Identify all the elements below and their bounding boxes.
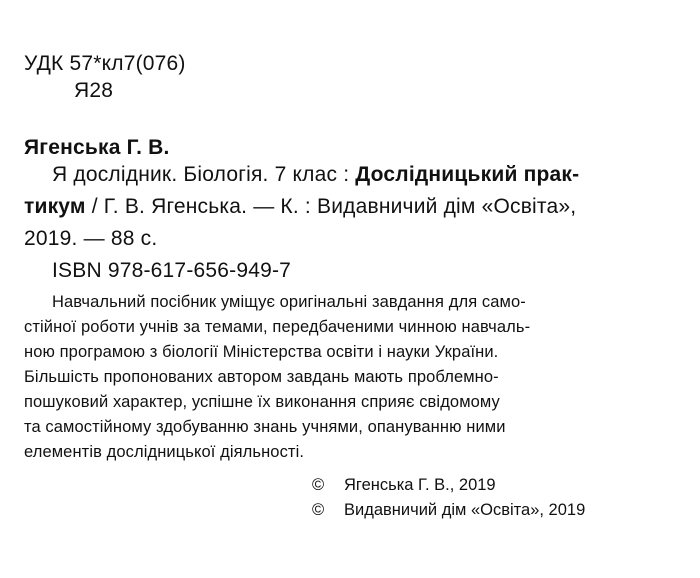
copyright-holder: Видавничий дім «Освіта», 2019: [344, 501, 586, 519]
copyright-holder: Ягенська Г. В., 2019: [344, 476, 496, 494]
abstract-line: та самостійному здобуванню знань учнями, опануванню ними: [24, 418, 506, 436]
abstract-line: стійної роботи учнів за темами, передбаченими чинною навчаль-: [24, 318, 531, 336]
copyright-publisher: [312, 501, 585, 520]
abstract-line: пошуковий характер, успішне їх виконання сприяє свідомому: [24, 393, 500, 411]
book-title-text: Я дослідник. Біологія. 7 клас :: [52, 163, 356, 186]
publication-details: / Г. В. Ягенська. — К. : Видавничий дім «Освіта»,: [85, 195, 577, 218]
book-subtitle-end: тикум: [24, 195, 86, 218]
udk-code: УДК 57*кл7(076): [24, 52, 186, 75]
isbn-number: ISBN 978-617-656-949-7: [52, 259, 292, 282]
abstract-line: Більшість пропонованих автором завдань мають проблемно-: [24, 368, 499, 386]
bibliographic-line-3: 2019. — 88 с.: [24, 227, 158, 250]
abstract-line: елементів дослідницької діяльності.: [24, 443, 305, 461]
book-subtitle-start: Дослідницький прак-: [355, 163, 580, 186]
abstract-line: ною програмою з біології Міністерства освіти і науки України.: [24, 343, 499, 361]
bibliographic-line-2: [24, 195, 576, 219]
copyright-icon: ©: [312, 501, 325, 519]
bbk-code: Я28: [74, 79, 114, 102]
copyright-author: [312, 476, 496, 495]
bibliographic-line-1: [52, 163, 579, 187]
copyright-icon: ©: [312, 476, 325, 494]
abstract-line: Навчальний посібник уміщує оригінальні завдання для само-: [52, 293, 526, 311]
author-heading: Ягенська Г. В.: [24, 136, 170, 159]
